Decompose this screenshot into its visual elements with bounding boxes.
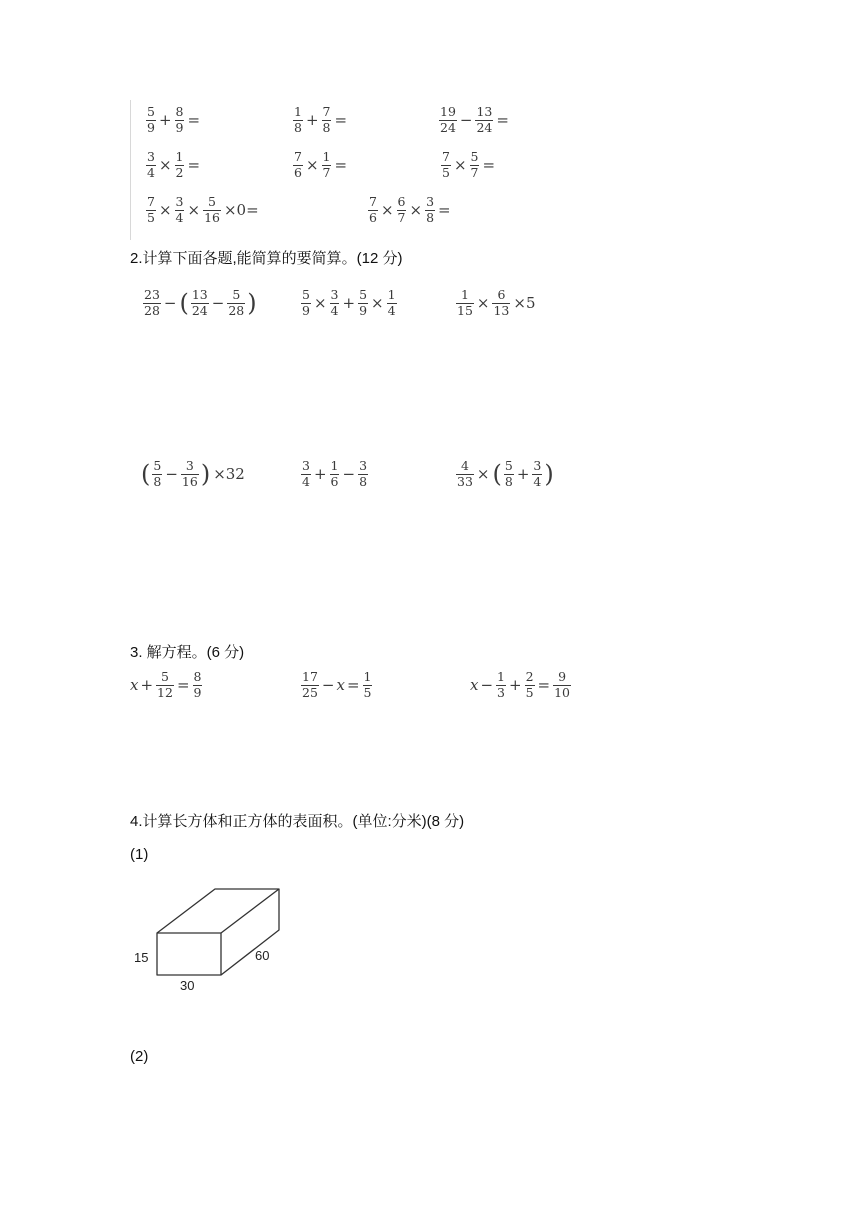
section3-equation3 <box>470 671 572 699</box>
fraction <box>496 671 506 699</box>
numerator: 9 <box>558 669 567 684</box>
fraction <box>175 106 185 134</box>
denominator: 16 <box>181 473 198 489</box>
operator: − <box>321 676 335 694</box>
fraction <box>363 671 373 699</box>
denominator: 4 <box>175 209 184 225</box>
cuboid-front-face <box>157 933 221 975</box>
numerator: 5 <box>147 104 155 119</box>
numerator: 7 <box>147 194 155 209</box>
numerator: 6 <box>497 287 506 302</box>
operator: × <box>453 156 467 174</box>
fraction <box>146 151 156 179</box>
fraction <box>441 151 451 179</box>
fraction <box>193 671 203 699</box>
fraction <box>301 671 319 699</box>
numerator: 7 <box>322 104 331 119</box>
cuboid-figure <box>125 880 295 995</box>
operator: = <box>176 676 190 694</box>
denominator: 2 <box>175 164 184 180</box>
denominator: 6 <box>330 473 339 489</box>
numerator: 23 <box>144 287 160 302</box>
fraction <box>227 289 245 317</box>
fraction <box>470 151 480 179</box>
operator: + <box>305 111 319 129</box>
fraction <box>156 671 174 699</box>
operator: × <box>409 201 423 219</box>
parenthesis: ) <box>247 289 257 317</box>
fraction <box>152 460 162 488</box>
section3-heading: 3. 解方程。(6 分) <box>130 644 245 661</box>
operator: ×32 <box>213 465 245 483</box>
numerator: 5 <box>504 458 513 473</box>
fraction <box>293 106 303 134</box>
fraction <box>358 289 368 317</box>
cuboid-top-face <box>157 889 279 933</box>
denominator: 9 <box>175 119 184 135</box>
section3-equation2 <box>300 671 373 699</box>
fraction <box>456 460 474 488</box>
denominator: 9 <box>193 684 202 700</box>
operator: × <box>158 201 172 219</box>
numerator: 1 <box>387 287 396 302</box>
numerator: 17 <box>302 669 318 684</box>
denominator: 6 <box>369 209 377 225</box>
fraction <box>175 151 185 179</box>
parenthesis: ( <box>141 460 151 488</box>
numerator: 5 <box>232 287 241 302</box>
section1-row2-expr1 <box>145 151 202 179</box>
numerator: 1 <box>363 669 372 684</box>
denominator: 24 <box>440 119 456 135</box>
operator: = <box>496 111 509 129</box>
numerator: 19 <box>440 104 456 119</box>
fraction <box>175 196 185 224</box>
fraction <box>397 196 407 224</box>
denominator: 8 <box>504 473 513 489</box>
numerator: 5 <box>359 287 368 302</box>
section2-problem4 <box>140 460 247 488</box>
fraction <box>475 106 493 134</box>
part1-label: (1) <box>130 846 149 863</box>
numerator: 5 <box>302 287 310 302</box>
operator: × <box>158 156 172 174</box>
numerator: 1 <box>294 104 302 119</box>
denominator: 5 <box>442 164 450 180</box>
fraction <box>387 289 397 317</box>
fraction <box>439 106 457 134</box>
parenthesis: ( <box>492 460 502 488</box>
fraction <box>181 460 199 488</box>
denominator: 8 <box>359 473 368 489</box>
denominator: 7 <box>470 164 479 180</box>
denominator: 3 <box>497 684 505 700</box>
numerator: 2 <box>525 669 534 684</box>
denominator: 13 <box>493 302 510 318</box>
operator: = <box>537 676 551 694</box>
fraction <box>146 106 156 134</box>
section2-problem1 <box>142 289 258 317</box>
numerator: 1 <box>460 287 469 302</box>
numerator: 1 <box>175 149 184 164</box>
operator: − <box>163 294 177 312</box>
fraction <box>301 289 311 317</box>
operator: × <box>371 294 384 312</box>
operator: − <box>480 676 494 694</box>
denominator: 5 <box>147 209 155 225</box>
numerator: 3 <box>185 458 194 473</box>
fraction <box>492 289 510 317</box>
denominator: 8 <box>294 119 302 135</box>
numerator: 8 <box>193 669 202 684</box>
fraction <box>532 460 542 488</box>
fraction <box>358 460 368 488</box>
numerator: 5 <box>470 149 479 164</box>
operator: + <box>158 111 172 129</box>
operator: + <box>342 294 356 312</box>
fraction <box>146 196 156 224</box>
numerator: 8 <box>175 104 184 119</box>
part2-label: (2) <box>130 1048 149 1065</box>
operator: × <box>305 156 319 174</box>
fraction <box>525 671 535 699</box>
fraction <box>301 460 311 488</box>
numerator: 3 <box>330 287 339 302</box>
operator: = <box>482 156 496 174</box>
variable: x <box>336 676 345 694</box>
fraction <box>143 289 161 317</box>
numerator: 7 <box>442 149 450 164</box>
section1-row1-expr3 <box>438 106 511 134</box>
denominator: 10 <box>554 684 571 700</box>
numerator: 3 <box>359 458 368 473</box>
denominator: 4 <box>302 473 310 489</box>
denominator: 12 <box>157 684 173 700</box>
numerator: 13 <box>191 287 208 302</box>
denominator: 5 <box>363 684 372 700</box>
fraction <box>330 289 340 317</box>
denominator: 24 <box>476 119 493 135</box>
denominator: 5 <box>525 684 534 700</box>
cuboid-height-label: 15 <box>134 950 149 965</box>
numerator: 5 <box>208 194 216 209</box>
numerator: 7 <box>369 194 377 209</box>
cuboid-depth-label: 60 <box>255 948 270 963</box>
numerator: 3 <box>175 194 184 209</box>
operator: + <box>516 465 530 483</box>
fraction <box>330 460 340 488</box>
numerator: 5 <box>161 669 169 684</box>
operator: = <box>187 156 201 174</box>
operator: × <box>476 465 490 483</box>
section1-row3-expr1 <box>145 196 261 224</box>
numerator: 1 <box>497 669 505 684</box>
operator: + <box>140 676 154 694</box>
fraction <box>322 151 332 179</box>
section1-row3-expr2 <box>367 196 453 224</box>
denominator: 4 <box>387 302 396 318</box>
numerator: 13 <box>476 104 493 119</box>
fraction <box>456 289 474 317</box>
operator: × <box>476 294 490 312</box>
operator: + <box>509 676 522 694</box>
operator: = <box>346 676 360 694</box>
operator: − <box>342 465 356 483</box>
cuboid-width-label: 30 <box>180 978 195 993</box>
denominator: 7 <box>397 209 406 225</box>
section2-heading: 2.计算下面各题,能简算的要简算。(12 分) <box>130 250 403 267</box>
denominator: 9 <box>359 302 368 318</box>
numerator: 5 <box>153 458 162 473</box>
fraction <box>553 671 571 699</box>
section1-row1-expr2 <box>292 106 349 134</box>
fraction <box>293 151 303 179</box>
fraction <box>322 106 332 134</box>
section1-row1-expr1 <box>145 106 202 134</box>
operator: + <box>313 465 327 483</box>
denominator: 16 <box>204 209 220 225</box>
denominator: 6 <box>294 164 302 180</box>
parenthesis: ) <box>200 460 211 488</box>
operator: ×0= <box>223 201 259 219</box>
variable: x <box>130 676 139 694</box>
operator: ×5 <box>513 294 536 312</box>
denominator: 8 <box>153 473 162 489</box>
denominator: 7 <box>322 164 331 180</box>
denominator: 8 <box>426 209 435 225</box>
section2-problem5 <box>300 460 369 488</box>
fraction <box>368 196 378 224</box>
section2-problem2 <box>300 289 398 317</box>
section3-equation1 <box>130 671 203 699</box>
parenthesis: ) <box>544 460 554 488</box>
operator: = <box>438 201 451 219</box>
operator: × <box>313 294 327 312</box>
section1-row2-expr3 <box>440 151 497 179</box>
denominator: 8 <box>322 119 331 135</box>
numerator: 7 <box>294 149 302 164</box>
denominator: 28 <box>144 302 160 318</box>
fraction <box>191 289 209 317</box>
numerator: 1 <box>330 458 339 473</box>
numerator: 3 <box>302 458 310 473</box>
denominator: 4 <box>147 164 155 180</box>
operator: − <box>165 465 178 483</box>
cuboid-side-face <box>221 889 279 975</box>
denominator: 4 <box>330 302 339 318</box>
section2-problem3 <box>455 289 538 317</box>
operator: = <box>334 156 348 174</box>
numerator: 3 <box>533 458 542 473</box>
denominator: 25 <box>302 684 318 700</box>
operator: × <box>187 201 201 219</box>
numerator: 4 <box>460 458 469 473</box>
parenthesis: ( <box>179 289 189 317</box>
denominator: 24 <box>191 302 208 318</box>
denominator: 28 <box>228 302 245 318</box>
margin-rule <box>130 100 131 240</box>
fraction <box>203 196 221 224</box>
numerator: 6 <box>397 194 406 209</box>
denominator: 15 <box>457 302 473 318</box>
numerator: 3 <box>426 194 435 209</box>
section1-row2-expr2 <box>292 151 349 179</box>
fraction <box>425 196 435 224</box>
numerator: 1 <box>322 149 331 164</box>
variable: x <box>470 676 479 694</box>
denominator: 33 <box>457 473 473 489</box>
operator: = <box>187 111 201 129</box>
section4-heading: 4.计算长方体和正方体的表面积。(单位:分米)(8 分) <box>130 813 465 830</box>
denominator: 9 <box>147 119 155 135</box>
fraction <box>504 460 514 488</box>
numerator: 3 <box>147 149 155 164</box>
operator: × <box>380 201 394 219</box>
denominator: 4 <box>533 473 542 489</box>
section2-problem6 <box>455 460 555 488</box>
operator: − <box>459 111 473 129</box>
operator: = <box>334 111 348 129</box>
operator: − <box>211 294 225 312</box>
denominator: 9 <box>302 302 310 318</box>
